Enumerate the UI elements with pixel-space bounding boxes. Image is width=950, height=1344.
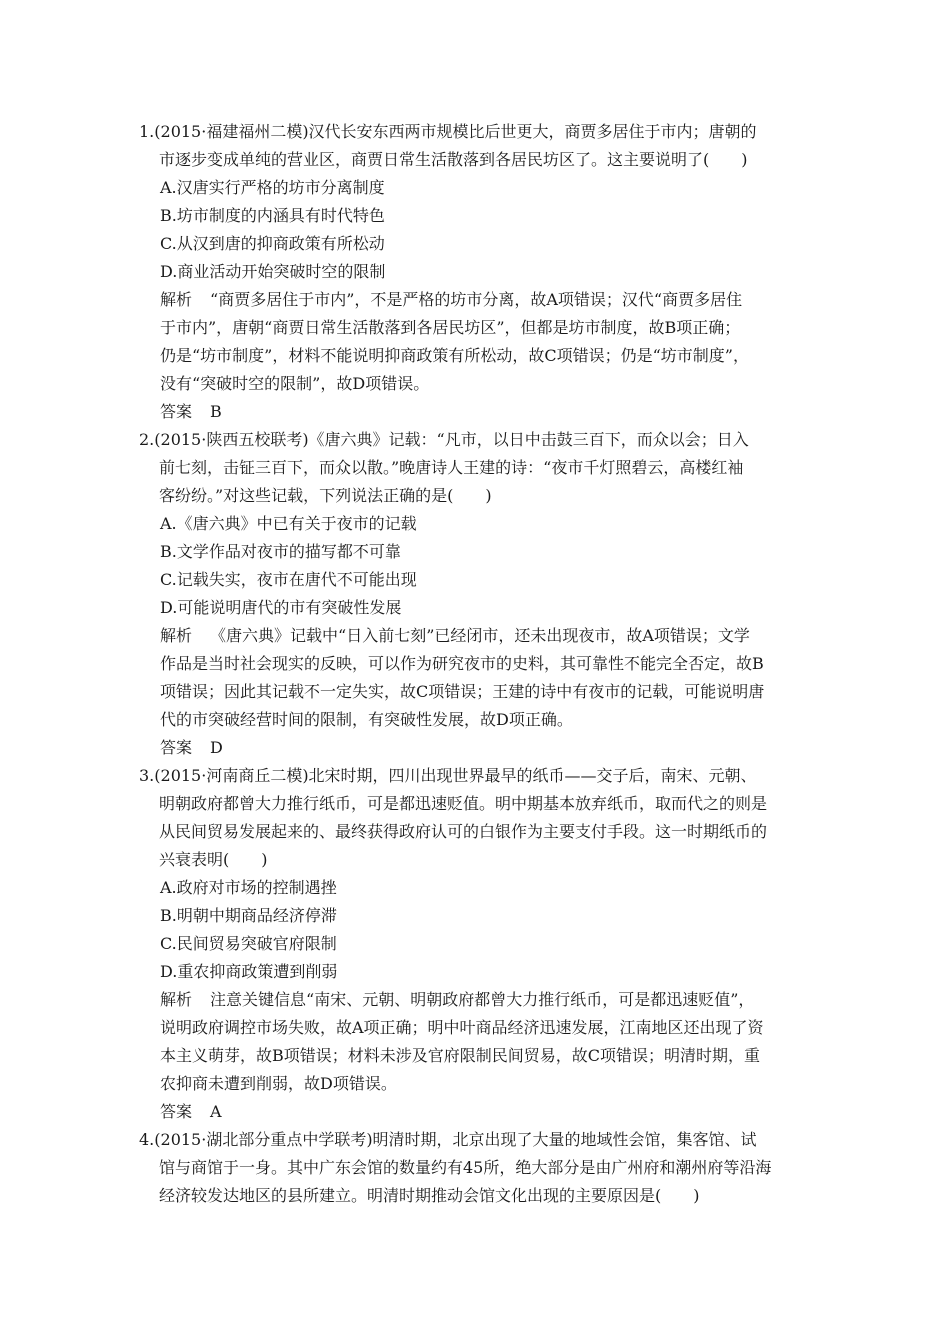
analysis-line: 没有“突破时空的限制”，故D项错误。 [160,374,430,393]
answer-value: A [210,1102,222,1121]
analysis-line: 本主义萌芽，故B项错误；材料未涉及官府限制民间贸易，故C项错误；明清时期，重 [160,1046,761,1065]
question-stem-line: 兴衰表明( ) [159,850,268,869]
question-stem-line: 4.(2015·湖北部分重点中学联考)明清时期，北京出现了大量的地域性会馆，集客馆、试 [139,1130,757,1149]
answer-line [139,1098,819,1126]
question-4 [139,1126,819,1210]
analysis-label: 解析 [160,290,193,309]
option-c: C.民间贸易突破官府限制 [160,934,337,953]
analysis-label: 解析 [160,990,193,1009]
answer-line [139,398,819,426]
analysis-text: 《唐六典》记载中“日入前七刻”已经闭市，还未出现夜市，故A项错误；文学 [210,626,750,645]
analysis-text: “商贾多居住于市内”，不是严格的坊市分离，故A项错误；汉代“商贾多居住 [210,290,743,309]
option-b: B.明朝中期商品经济停滞 [160,906,337,925]
question-2 [139,426,819,762]
answer-label: 答案 [160,1102,193,1121]
option-a: A.汉唐实行严格的坊市分离制度 [160,178,385,197]
analysis-line [139,986,819,1014]
analysis-line: 农抑商未遭到削弱，故D项错误。 [160,1074,397,1093]
analysis-line: 项错误；因此其记载不一定失实，故C项错误；王建的诗中有夜市的记载，可能说明唐 [160,682,765,701]
option-c: C.从汉到唐的抑商政策有所松动 [160,234,385,253]
option-d: D.重农抑商政策遭到削弱 [160,962,338,981]
question-stem-line: 经济较发达地区的县所建立。明清时期推动会馆文化出现的主要原因是( ) [159,1186,700,1205]
question-3 [139,762,819,1126]
analysis-label: 解析 [160,626,193,645]
question-stem-line: 明朝政府都曾大力推行纸币，可是都迅速贬值。明中期基本放弃纸币，取而代之的则是 [159,794,768,813]
question-stem-line: 馆与商馆于一身。其中广东会馆的数量约有45所，绝大部分是由广州府和潮州府等沿海 [159,1158,772,1177]
question-stem-line: 前七刻，击钲三百下，而众以散。”晚唐诗人王建的诗：“夜市千灯照碧云，高楼红袖 [159,458,744,477]
answer-label: 答案 [160,738,193,757]
option-b: B.文学作品对夜市的描写都不可靠 [160,542,401,561]
option-b: B.坊市制度的内涵具有时代特色 [160,206,385,225]
answer-label: 答案 [160,402,193,421]
analysis-line: 代的市突破经营时间的限制，有突破性发展，故D项正确。 [160,710,573,729]
question-stem-line: 2.(2015·陕西五校联考)《唐六典》记载：“凡市，以日中击鼓三百下，而众以会；日入 [139,430,749,449]
option-d: D.商业活动开始突破时空的限制 [160,262,386,281]
answer-value: D [210,738,223,757]
analysis-line: 说明政府调控市场失败，故A项正确；明中叶商品经济迅速发展，江南地区还出现了资 [160,1018,764,1037]
option-d: D.可能说明唐代的市有突破性发展 [160,598,402,617]
analysis-line: 作品是当时社会现实的反映，可以作为研究夜市的史料，其可靠性不能完全否定，故B [160,654,764,673]
analysis-line [139,286,819,314]
analysis-line: 仍是“坊市制度”，材料不能说明抑商政策有所松动，故C项错误；仍是“坊市制度”， [160,346,749,365]
question-stem-line: 1.(2015·福建福州二模)汉代长安东西两市规模比后世更大，商贾多居住于市内；唐朝的 [139,122,757,141]
option-a: A.《唐六典》中已有关于夜市的记载 [160,514,417,533]
question-stem-line: 从民间贸易发展起来的、最终获得政府认可的白银作为主要支付手段。这一时期纸币的 [159,822,768,841]
analysis-line [139,622,819,650]
question-stem-line: 客纷纷。”对这些记载，下列说法正确的是( ) [159,486,492,505]
question-list [139,118,819,1210]
question-stem-line: 3.(2015·河南商丘二模)北宋时期，四川出现世界最早的纸币——交子后，南宋、元朝、 [139,766,757,785]
answer-line [139,734,819,762]
analysis-line: 于市内”，唐朝“商贾日常生活散落到各居民坊区”，但都是坊市制度，故B项正确； [160,318,741,337]
analysis-text: 注意关键信息“南宋、元朝、明朝政府都曾大力推行纸币，可是都迅速贬值”， [210,990,755,1009]
option-c: C.记载失实，夜市在唐代不可能出现 [160,570,417,589]
option-a: A.政府对市场的控制遇挫 [160,878,337,897]
question-1 [139,118,819,426]
answer-value: B [210,402,222,421]
question-stem-line: 市逐步变成单纯的营业区，商贾日常生活散落到各居民坊区了。这主要说明了( ) [159,150,748,169]
